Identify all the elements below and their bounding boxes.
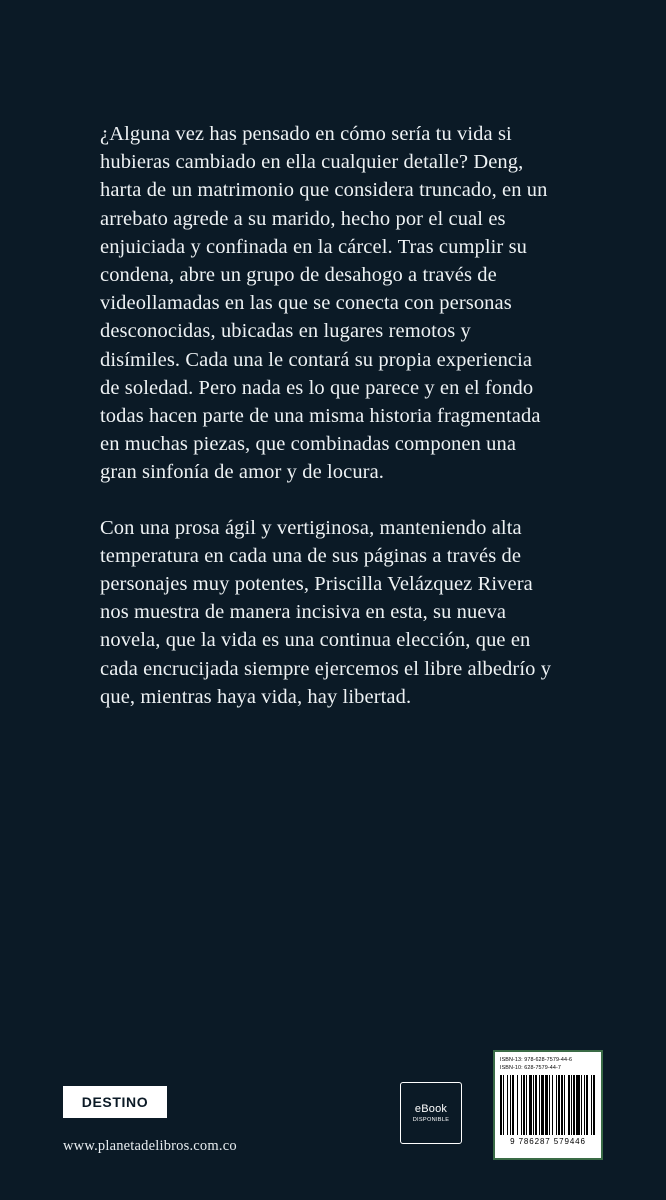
ebook-available-badge [400, 1082, 462, 1144]
isbn-10-line: ISBN-10: 628-7579-44-7 [500, 1065, 561, 1071]
blurb-paragraph-2: Con una prosa ágil y vertiginosa, manteniendo alta temperatura en cada una de sus páginas a través de personajes muy potentes, Priscilla Velázquez Rivera nos muestra de manera incisiva en esta, su nueva novela, que la vida es una continua elección, que en cada encrucijada siempre ejercemos el libre albedrío y que, mientras haya vida, hay libertad. [100, 516, 552, 708]
isbn-13-line: ISBN-13: 978-628-7579-44-6 [500, 1057, 573, 1063]
blurb-paragraph-1: ¿Alguna vez has pensado en cómo sería tu vida si hubieras cambiado en ella cualquier detalle? Deng, harta de un matrimonio que considera truncado, en un arrebato agrede a su marido, hecho por el cual es enjuiciada y confinada en la cárcel. Tras cumplir su condena, abre un grupo de desahogo a través de videollamadas en las que se conecta con personas desconocidas, ubicadas en lugares remotos y disímiles. Cada una le contará su propia experiencia de soledad. Pero nada es lo que parece y en el fondo todas hacen parte de una misma historia fragmentada en muchas piezas, que combinadas componen una gran sinfonía de amor y de locura. [100, 123, 548, 484]
barcode-block [493, 1050, 603, 1160]
publisher-website: www.planetadelibros.com.co [63, 1138, 237, 1154]
barcode-digits: 9 786287 579446 [510, 1137, 586, 1146]
publisher-logo [63, 1086, 167, 1118]
blurb-text [100, 120, 552, 711]
ebook-badge-sublabel: DISPONIBLE [412, 1117, 450, 1123]
ebook-badge-label: eBook [414, 1103, 448, 1115]
barcode-bars [500, 1075, 596, 1135]
publisher-name: DESTINO [81, 1094, 149, 1110]
